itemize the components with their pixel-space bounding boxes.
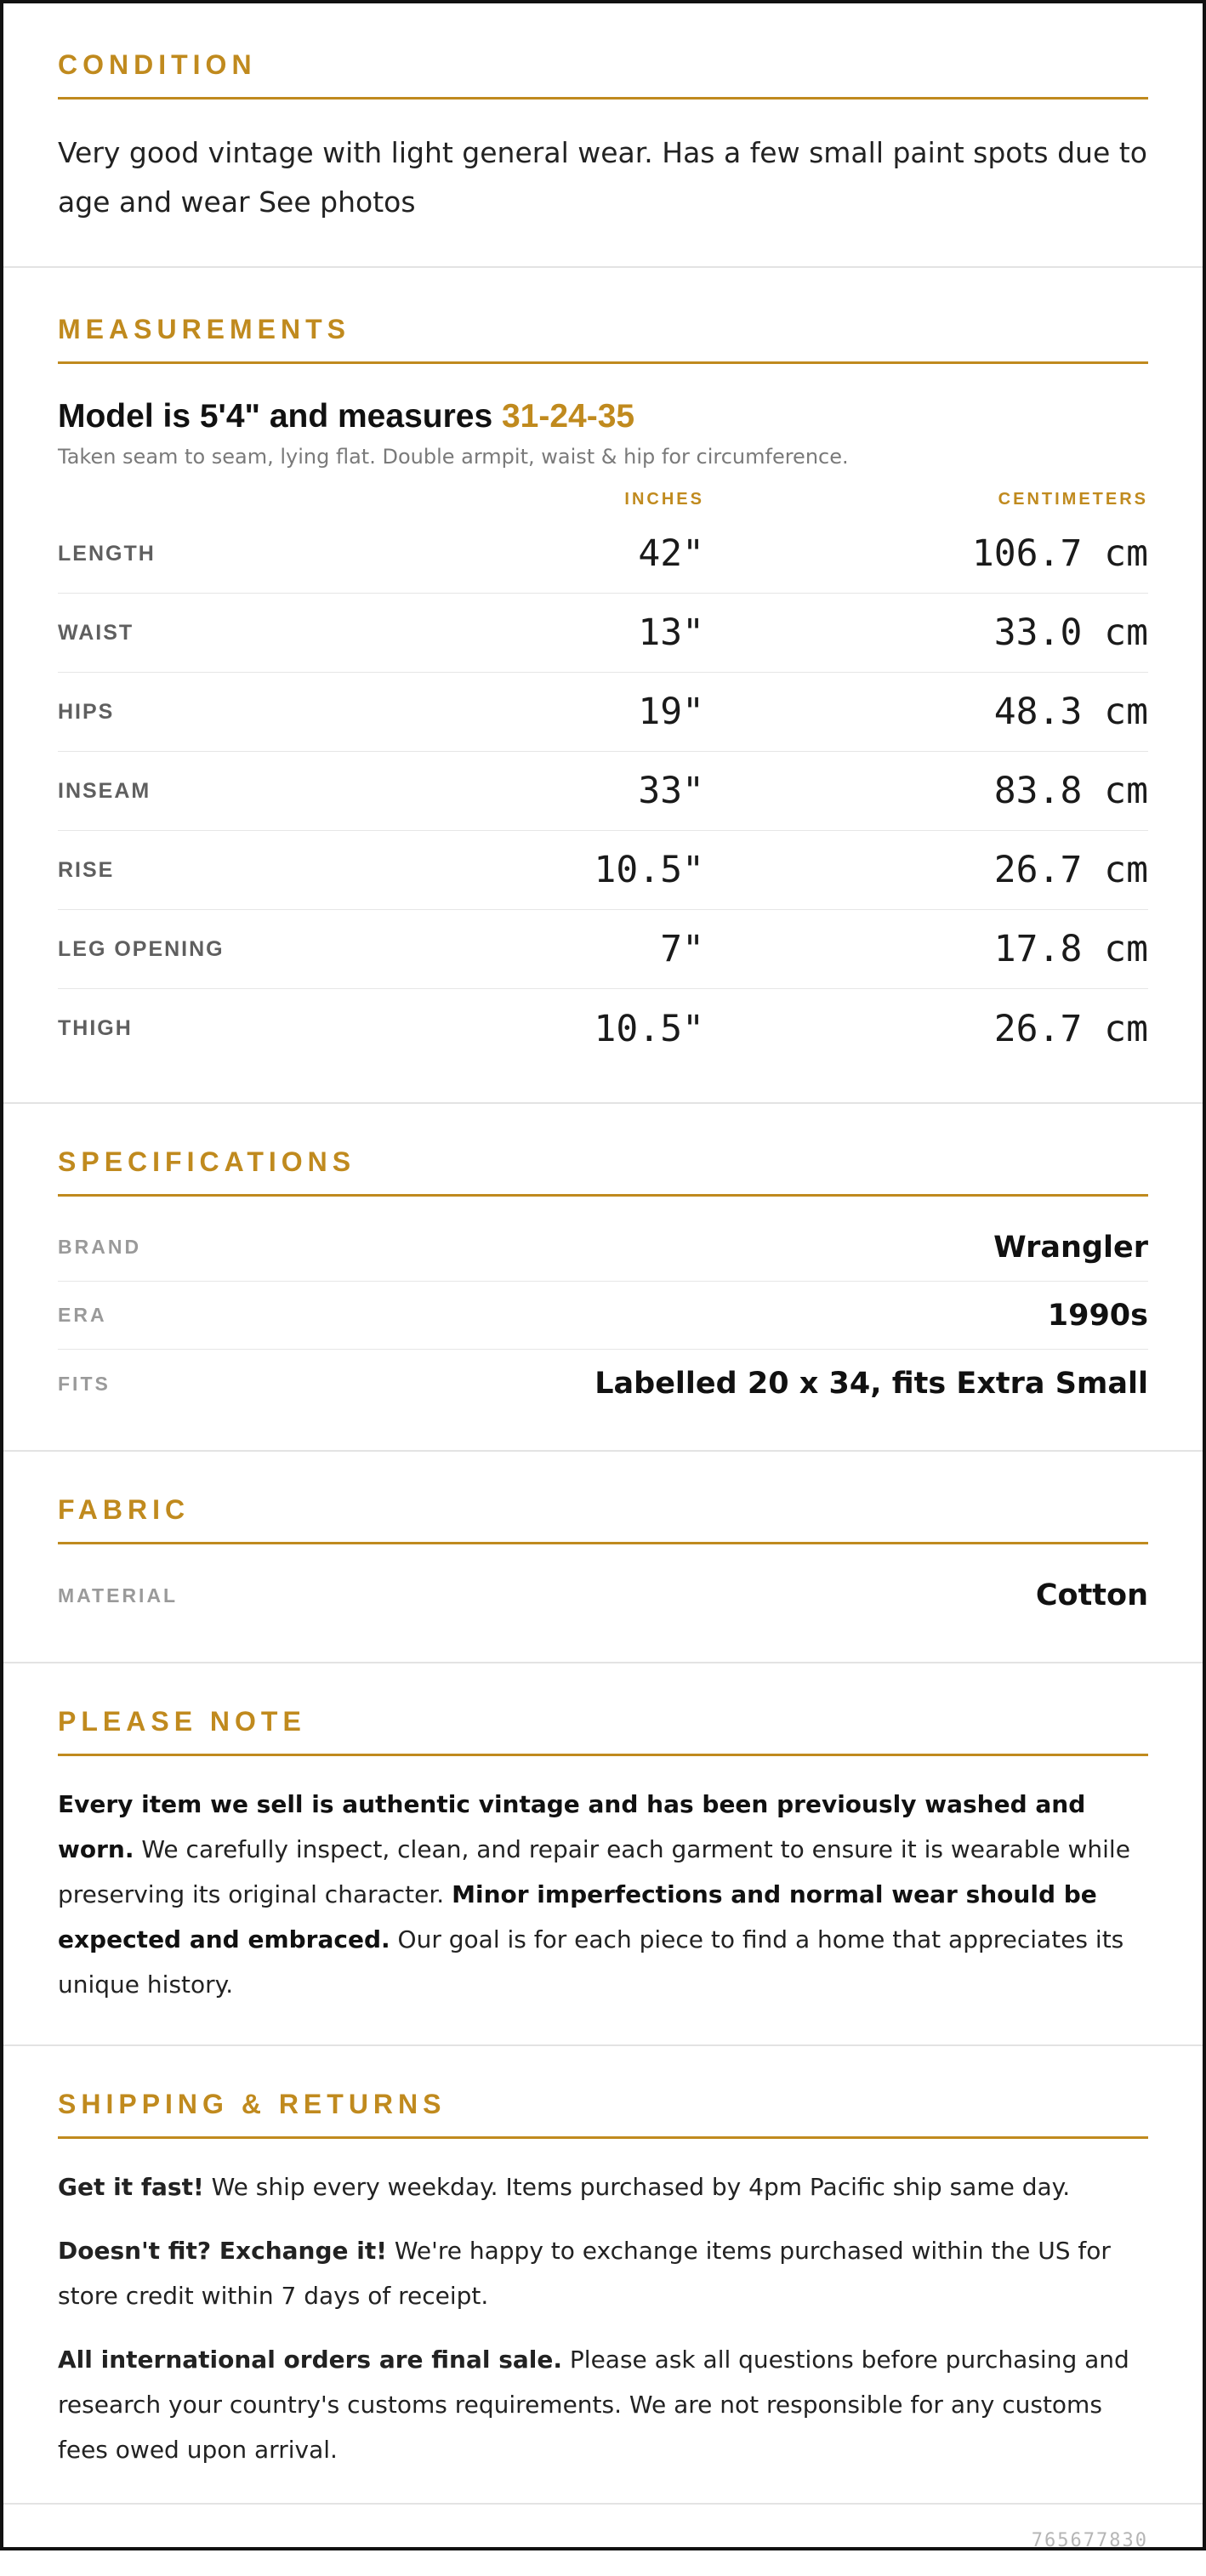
specifications-list [58,1214,1148,1418]
spec-row-era [58,1282,1148,1350]
fabric-label: MATERIAL [58,1584,179,1606]
spec-value: Wrangler [993,1230,1148,1265]
shipping-item-bold: Get it fast! [58,2173,204,2201]
fabric-section [3,1452,1203,1663]
measurement-cm: 33.0 cm [993,611,1148,654]
please-note-text [58,1782,1148,2007]
shipping-section [3,2046,1203,2505]
please-note-title: PLEASE NOTE [58,1704,1148,1756]
column-header-centimeters: CENTIMETERS [998,490,1148,509]
shipping-item-text: We're happy to exchange items purchased within the US for store credit within 7 days of receipt. [58,2237,1111,2310]
condition-title: CONDITION [58,48,1148,100]
measurement-label: LEG OPENING [58,936,225,961]
model-measures-prefix: Model is 5'4" and measures [58,398,502,435]
fabric-row-material [58,1561,1148,1629]
measurement-row-leg-opening [58,910,1148,989]
measurement-column-headers [58,490,1148,509]
specifications-section [3,1104,1203,1452]
measurement-inches: 10.5" [594,849,704,891]
measurement-cm: 48.3 cm [993,691,1148,733]
please-note-bold-1: Every item we sell is authentic vintage and has been previously washed and worn. [58,1790,1086,1863]
measurement-label: INSEAM [58,778,151,803]
measurement-label: WAIST [58,620,134,645]
condition-text: Very good vintage with light general wear. Has a few small paint spots due to age and wear See photos [58,136,1147,219]
spec-value: 1990s [1047,1298,1148,1333]
measurement-cm: 26.7 cm [993,849,1148,891]
shipping-item-bold: All international orders are final sale. [58,2346,563,2374]
spec-row-fits [58,1350,1148,1418]
specifications-title: SPECIFICATIONS [58,1145,1148,1197]
measurement-label: HIPS [58,699,115,724]
condition-section [3,3,1203,268]
measurement-cm: 83.8 cm [993,770,1148,812]
measurement-row-rise [58,831,1148,910]
measurement-cm: 106.7 cm [971,532,1148,575]
spec-row-brand [58,1214,1148,1282]
fabric-value: Cotton [1035,1578,1148,1612]
measurement-inches: 42" [638,532,704,575]
model-measures-value: 31-24-35 [501,398,635,435]
measurement-row-hips [58,673,1148,752]
fabric-list [58,1561,1148,1629]
please-note-bold-2: Minor imperfections and normal wear should be expected and embraced. [58,1880,1097,1953]
spec-label: FITS [58,1372,111,1395]
measurements-section [3,268,1203,1104]
measurement-inches: 7" [660,928,704,970]
footer [3,2505,1203,2576]
measurement-row-thigh [58,989,1148,1068]
please-note-text-2: Our goal is for each piece to find a home that appreciates its unique history. [58,1925,1124,1999]
model-measures-line [58,396,1148,437]
shipping-item-text: We ship every weekday. Items purchased by 4pm Pacific ship same day. [203,2173,1071,2201]
shipping-item-exchange [58,2228,1148,2318]
measurement-inches: 13" [638,611,704,654]
fabric-title: FABRIC [58,1493,1148,1544]
spec-label: ERA [58,1304,107,1326]
column-header-inches: INCHES [624,490,704,509]
spec-value: Labelled 20 x 34, fits Extra Small [594,1367,1148,1401]
spec-label: BRAND [58,1236,142,1258]
please-note-text-1: We carefully inspect, clean, and repair each garment to ensure it is wearable while preserving its original character. [58,1835,1130,1908]
measurement-row-length [58,515,1148,594]
shipping-title: SHIPPING & RETURNS [58,2087,1148,2139]
measurement-row-waist [58,594,1148,673]
product-id: 765677830 [1031,2529,1148,2551]
measurement-label: THIGH [58,1016,133,1040]
measurement-inches: 19" [638,691,704,733]
measurement-row-inseam [58,752,1148,831]
measurement-label: LENGTH [58,541,156,566]
shipping-item-international [58,2337,1148,2472]
measurement-inches: 33" [638,770,704,812]
measurement-label: RISE [58,857,115,882]
shipping-item-text: Please ask all questions before purchasing and research your country's customs requirements. We are not responsible for any customs fees owed upon arrival. [58,2346,1129,2464]
measurement-cm: 17.8 cm [993,928,1148,970]
measurement-note: Taken seam to seam, lying flat. Double armpit, waist & hip for circumference. [58,445,849,469]
shipping-item-bold: Doesn't fit? Exchange it! [58,2237,387,2265]
measurement-inches: 10.5" [594,1007,704,1050]
measurements-title: MEASUREMENTS [58,312,1148,364]
please-note-section [3,1663,1203,2046]
measurement-table [58,515,1148,1068]
column-header-label [58,490,415,509]
measurement-cm: 26.7 cm [993,1007,1148,1050]
shipping-item-fast [58,2164,1148,2209]
